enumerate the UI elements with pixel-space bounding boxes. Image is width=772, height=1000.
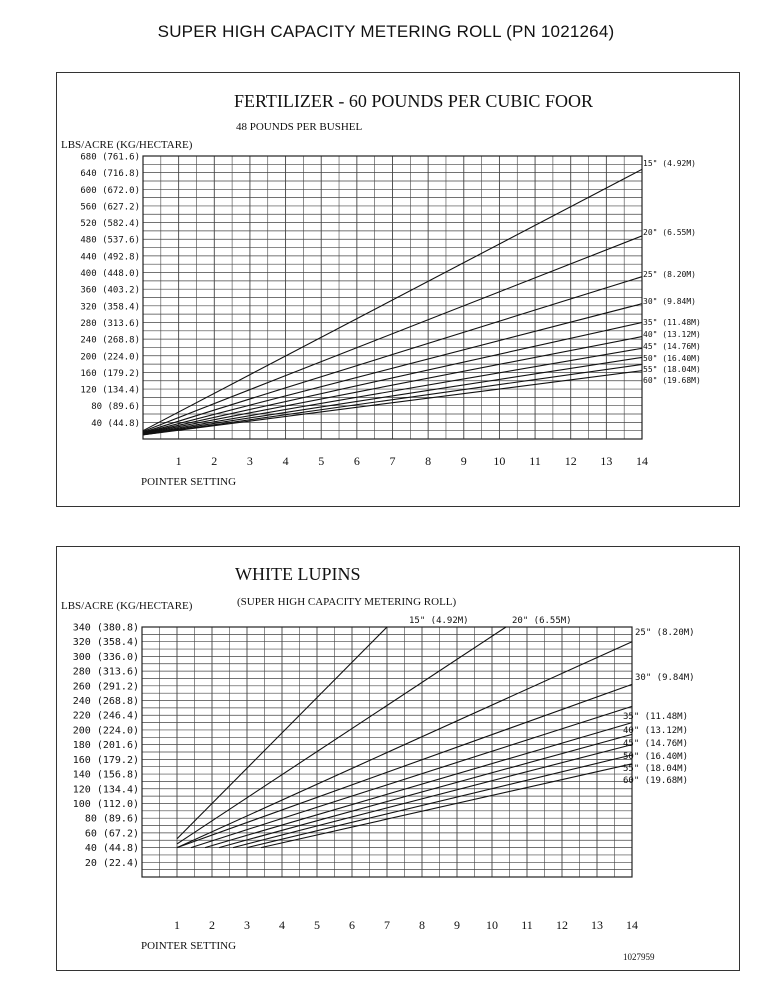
series-label: 35" (11.48M)	[643, 318, 701, 327]
x-tick-label: 6	[349, 918, 355, 932]
y-tick-label: 20 (22.4)	[84, 857, 139, 869]
series-label: 50" (16.40M)	[623, 752, 689, 762]
y-tick-label: 160 (179.2)	[72, 754, 139, 766]
x-tick-label: 3	[244, 918, 250, 932]
y-tick-label: 260 (291.2)	[72, 681, 139, 693]
x-tick-label: 11	[529, 454, 541, 468]
y-tick-label: 320 (358.4)	[80, 302, 140, 313]
y-tick-label: 300 (336.0)	[72, 651, 139, 663]
chart-title: FERTILIZER - 60 POUNDS PER CUBIC FOOR	[234, 91, 593, 111]
x-tick-label: 9	[454, 918, 460, 932]
y-tick-label: 240 (268.8)	[72, 696, 139, 708]
series-label: 20" (6.55M)	[512, 616, 572, 626]
page-title: SUPER HIGH CAPACITY METERING ROLL (PN 1021264)	[157, 22, 615, 41]
y-tick-label: 280 (313.6)	[72, 666, 139, 678]
x-tick-label: 8	[425, 454, 432, 468]
y-tick-label: 120 (134.4)	[80, 385, 140, 396]
series-label: 55" (18.04M)	[623, 764, 689, 774]
x-tick-label: 10	[486, 918, 498, 932]
y-tick-label: 40 (44.8)	[91, 418, 140, 429]
x-tick-label: 5	[314, 918, 320, 932]
x-axis-label: POINTER SETTING	[141, 940, 237, 952]
y-tick-label: 80 (89.6)	[84, 813, 139, 825]
y-tick-label: 60 (67.2)	[84, 828, 139, 840]
y-tick-label: 400 (448.0)	[80, 269, 140, 280]
y-tick-label: 80 (89.6)	[91, 402, 140, 413]
y-axis-label: LBS/ACRE (KG/HECTARE)	[61, 600, 193, 612]
y-tick-label: 140 (156.8)	[72, 769, 139, 781]
y-axis-label: LBS/ACRE (KG/HECTARE)	[61, 139, 193, 151]
series-line	[219, 734, 632, 847]
series-label: 60" (19.68M)	[623, 776, 689, 786]
x-tick-label: 8	[419, 918, 425, 932]
series-label: 55" (18.04M)	[643, 365, 701, 374]
white-lupins-chart-panel	[56, 546, 740, 971]
y-tick-label: 560 (627.2)	[80, 202, 140, 213]
series-label: 15" (4.92M)	[643, 159, 696, 168]
y-tick-label: 240 (268.8)	[80, 335, 140, 346]
series-label: 15" (4.92M)	[409, 616, 469, 626]
series-label: 20" (6.55M)	[643, 228, 696, 237]
y-tick-label: 360 (403.2)	[80, 285, 140, 296]
series-line	[205, 723, 632, 848]
y-tick-label: 320 (358.4)	[72, 637, 139, 649]
y-tick-label: 600 (672.0)	[80, 185, 140, 196]
x-tick-label: 4	[282, 454, 289, 468]
x-tick-label: 1	[174, 918, 180, 932]
y-tick-label: 200 (224.0)	[72, 725, 139, 737]
chart-subtitle: 48 POUNDS PER BUSHEL	[236, 121, 363, 133]
x-tick-label: 14	[636, 454, 648, 468]
x-tick-label: 10	[493, 454, 506, 468]
y-tick-label: 640 (716.8)	[80, 169, 140, 180]
series-label: 30" (9.84M)	[643, 297, 696, 306]
series-label: 40" (13.12M)	[643, 330, 701, 339]
x-tick-label: 7	[384, 918, 390, 932]
x-tick-label: 2	[209, 918, 215, 932]
x-tick-label: 11	[521, 918, 533, 932]
x-tick-label: 2	[211, 454, 218, 468]
x-tick-label: 13	[600, 454, 613, 468]
series-label: 25" (8.20M)	[635, 628, 695, 638]
x-axis-label: POINTER SETTING	[141, 476, 237, 488]
series-label: 45" (14.76M)	[643, 342, 701, 351]
x-tick-label: 12	[556, 918, 568, 932]
white-lupins-chart	[57, 547, 739, 970]
y-tick-label: 200 (224.0)	[80, 352, 140, 363]
series-label: 35" (11.48M)	[623, 712, 689, 722]
x-tick-label: 9	[460, 454, 467, 468]
y-tick-label: 280 (313.6)	[80, 318, 140, 329]
x-tick-label: 5	[318, 454, 325, 468]
fertilizer-chart	[57, 73, 739, 506]
y-tick-label: 520 (582.4)	[80, 219, 140, 230]
figure-id: 1027959	[623, 952, 655, 962]
series-label: 25" (8.20M)	[643, 270, 696, 279]
x-tick-label: 13	[591, 918, 603, 932]
y-tick-label: 180 (201.6)	[72, 740, 139, 752]
series-line	[191, 706, 632, 847]
chart-subtitle: (SUPER HIGH CAPACITY METERING ROLL)	[237, 596, 457, 608]
series-label: 50" (16.40M)	[643, 354, 701, 363]
series-label: 30" (9.84M)	[635, 673, 695, 683]
y-tick-label: 160 (179.2)	[80, 368, 140, 379]
y-tick-label: 40 (44.8)	[84, 843, 139, 855]
y-tick-label: 100 (112.0)	[72, 798, 139, 810]
y-tick-label: 680 (761.6)	[80, 152, 140, 163]
series-label: 60" (19.68M)	[643, 376, 701, 385]
y-tick-label: 220 (246.4)	[72, 710, 139, 722]
x-tick-label: 1	[175, 454, 182, 468]
y-tick-label: 120 (134.4)	[72, 784, 139, 796]
x-tick-label: 12	[564, 454, 577, 468]
chart-title: WHITE LUPINS	[235, 564, 361, 584]
y-tick-label: 340 (380.8)	[72, 622, 139, 634]
x-tick-label: 14	[626, 918, 638, 932]
x-tick-label: 4	[279, 918, 285, 932]
fertilizer-chart-panel	[56, 72, 740, 507]
x-tick-label: 3	[246, 454, 253, 468]
y-tick-label: 440 (492.8)	[80, 252, 140, 263]
x-tick-label: 6	[353, 454, 360, 468]
series-label: 40" (13.12M)	[623, 726, 689, 736]
x-tick-label: 7	[389, 454, 396, 468]
y-tick-label: 480 (537.6)	[80, 235, 140, 246]
series-label: 45" (14.76M)	[623, 739, 689, 749]
